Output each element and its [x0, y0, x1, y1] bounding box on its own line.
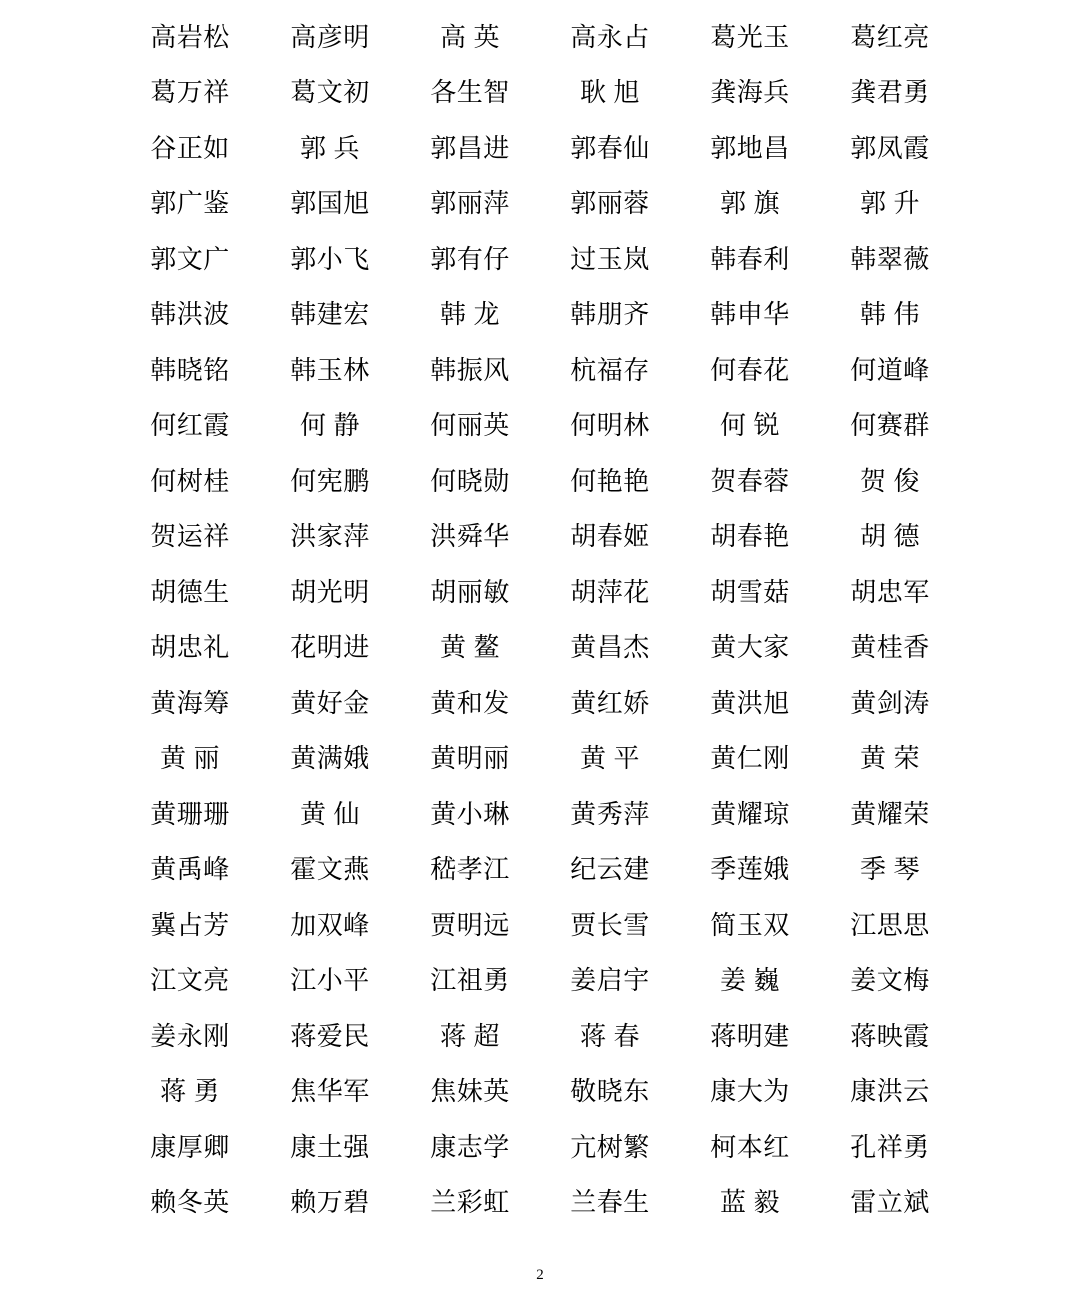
name-cell: 康洪云 — [850, 1077, 930, 1107]
name-cell: 胡 德 — [859, 522, 920, 552]
name-cell: 黄大家 — [710, 633, 790, 663]
name-cell: 何树桂 — [150, 466, 230, 496]
name-cell: 胡春姬 — [570, 522, 650, 552]
name-cell: 葛光玉 — [710, 22, 790, 52]
name-cell: 何明林 — [570, 411, 650, 441]
name-cell: 康厚卿 — [150, 1132, 230, 1162]
table-row — [120, 954, 960, 1010]
name-cell: 何晓勋 — [430, 466, 510, 496]
name-cell: 杭福存 — [570, 355, 650, 385]
name-cell: 蒋明建 — [710, 1021, 790, 1051]
name-cell: 高 英 — [439, 22, 500, 52]
name-cell: 蒋 勇 — [159, 1077, 220, 1107]
table-row — [120, 1176, 960, 1232]
name-cell: 黄昌杰 — [570, 633, 650, 663]
name-cell: 胡春艳 — [710, 522, 790, 552]
name-cell: 敬晓东 — [570, 1077, 650, 1107]
name-cell: 郭凤霞 — [850, 133, 930, 163]
name-cell: 姜启宇 — [570, 966, 650, 996]
name-cell: 黄好金 — [290, 688, 370, 718]
name-cell: 江小平 — [290, 966, 370, 996]
table-row — [120, 10, 960, 66]
name-cell: 花明进 — [290, 633, 370, 663]
name-cell: 冀占芳 — [150, 910, 230, 940]
name-cell: 黄禹峰 — [150, 855, 230, 885]
name-cell: 龚君勇 — [850, 78, 930, 108]
name-cell: 纪云建 — [570, 855, 650, 885]
name-cell: 赖万碧 — [290, 1188, 370, 1218]
name-cell: 胡雪菇 — [710, 577, 790, 607]
name-cell: 兰彩虹 — [430, 1188, 510, 1218]
table-row — [120, 510, 960, 566]
name-cell: 季莲娥 — [710, 855, 790, 885]
name-cell: 贺春蓉 — [710, 466, 790, 496]
table-row — [120, 676, 960, 732]
name-cell: 韩建宏 — [290, 300, 370, 330]
name-cell: 江思思 — [850, 910, 930, 940]
name-cell: 郭 升 — [859, 189, 920, 219]
table-row — [120, 843, 960, 899]
name-cell: 胡忠礼 — [150, 633, 230, 663]
name-cell: 郭广鉴 — [150, 189, 230, 219]
name-cell: 江文亮 — [150, 966, 230, 996]
name-cell: 黄 鳌 — [439, 633, 500, 663]
name-cell: 何春花 — [710, 355, 790, 385]
name-cell: 高岩松 — [150, 22, 230, 52]
name-cell: 嵇孝江 — [430, 855, 510, 885]
name-cell: 郭昌进 — [430, 133, 510, 163]
name-list-table — [120, 10, 960, 1231]
name-cell: 郭小飞 — [290, 244, 370, 274]
name-cell: 郭丽蓉 — [570, 189, 650, 219]
table-row — [120, 232, 960, 288]
name-cell: 黄桂香 — [850, 633, 930, 663]
name-cell: 黄洪旭 — [710, 688, 790, 718]
name-cell: 郭 旗 — [719, 189, 780, 219]
name-cell: 贾长雪 — [570, 910, 650, 940]
name-cell: 蒋 春 — [579, 1021, 640, 1051]
name-cell: 黄红娇 — [570, 688, 650, 718]
name-cell: 过玉岚 — [570, 244, 650, 274]
name-cell: 蒋爱民 — [290, 1021, 370, 1051]
name-cell: 何艳艳 — [570, 466, 650, 496]
name-cell: 康土强 — [290, 1132, 370, 1162]
name-cell: 黄 平 — [579, 744, 640, 774]
table-row — [120, 177, 960, 233]
name-cell: 韩翠薇 — [850, 244, 930, 274]
table-row — [120, 288, 960, 344]
name-cell: 韩朋齐 — [570, 300, 650, 330]
name-cell: 郭文广 — [150, 244, 230, 274]
name-cell: 黄 仙 — [299, 799, 360, 829]
name-cell: 胡萍花 — [570, 577, 650, 607]
name-cell: 胡忠军 — [850, 577, 930, 607]
table-row — [120, 343, 960, 399]
name-cell: 郭 兵 — [299, 133, 360, 163]
page-number: 2 — [536, 1267, 544, 1283]
name-cell: 姜永刚 — [150, 1021, 230, 1051]
name-cell: 谷正如 — [150, 133, 230, 163]
name-cell: 高彦明 — [290, 22, 370, 52]
table-row — [120, 454, 960, 510]
name-cell: 贺运祥 — [150, 522, 230, 552]
name-cell: 康大为 — [710, 1077, 790, 1107]
name-cell: 洪舜华 — [430, 522, 510, 552]
name-cell: 姜 巍 — [719, 966, 780, 996]
name-cell: 何赛群 — [850, 411, 930, 441]
name-cell: 简玉双 — [710, 910, 790, 940]
table-row — [120, 787, 960, 843]
name-cell: 蒋映霞 — [850, 1021, 930, 1051]
name-cell: 贾明远 — [430, 910, 510, 940]
name-cell: 郭丽萍 — [430, 189, 510, 219]
name-cell: 葛万祥 — [150, 78, 230, 108]
name-cell: 韩 龙 — [439, 300, 500, 330]
name-cell: 洪家萍 — [290, 522, 370, 552]
table-row — [120, 1065, 960, 1121]
name-cell: 雷立斌 — [850, 1188, 930, 1218]
name-cell: 何道峰 — [850, 355, 930, 385]
name-cell: 郭地昌 — [710, 133, 790, 163]
name-cell: 赖冬英 — [150, 1188, 230, 1218]
name-cell: 高永占 — [570, 22, 650, 52]
name-cell: 何 锐 — [719, 411, 780, 441]
name-cell: 焦华军 — [290, 1077, 370, 1107]
name-cell: 焦妹英 — [430, 1077, 510, 1107]
name-cell: 孔祥勇 — [850, 1132, 930, 1162]
table-row — [120, 121, 960, 177]
name-cell: 韩晓铭 — [150, 355, 230, 385]
name-cell: 各生智 — [430, 78, 510, 108]
name-cell: 何 静 — [299, 411, 360, 441]
name-cell: 龚海兵 — [710, 78, 790, 108]
table-row — [120, 732, 960, 788]
table-row — [120, 621, 960, 677]
table-row — [120, 898, 960, 954]
name-cell: 兰春生 — [570, 1188, 650, 1218]
name-cell: 黄明丽 — [430, 744, 510, 774]
name-cell: 胡丽敏 — [430, 577, 510, 607]
name-cell: 韩洪波 — [150, 300, 230, 330]
name-cell: 黄耀荣 — [850, 799, 930, 829]
name-cell: 江祖勇 — [430, 966, 510, 996]
name-cell: 黄满娥 — [290, 744, 370, 774]
name-cell: 黄秀萍 — [570, 799, 650, 829]
name-cell: 黄 荣 — [859, 744, 920, 774]
name-cell: 郭国旭 — [290, 189, 370, 219]
name-cell: 葛红亮 — [850, 22, 930, 52]
name-cell: 季 琴 — [859, 855, 920, 885]
name-cell: 康志学 — [430, 1132, 510, 1162]
table-row — [120, 66, 960, 122]
name-cell: 何丽英 — [430, 411, 510, 441]
name-list-body — [120, 10, 960, 1231]
name-cell: 亢树繁 — [570, 1132, 650, 1162]
name-cell: 黄耀琼 — [710, 799, 790, 829]
name-cell: 霍文燕 — [290, 855, 370, 885]
table-row — [120, 1120, 960, 1176]
name-cell: 黄 丽 — [159, 744, 220, 774]
name-cell: 何宪鹏 — [290, 466, 370, 496]
name-cell: 胡德生 — [150, 577, 230, 607]
name-cell: 黄小琳 — [430, 799, 510, 829]
name-cell: 蒋 超 — [439, 1021, 500, 1051]
name-cell: 贺 俊 — [859, 466, 920, 496]
table-row — [120, 1009, 960, 1065]
name-cell: 耿 旭 — [579, 78, 640, 108]
name-cell: 韩玉林 — [290, 355, 370, 385]
name-cell: 黄和发 — [430, 688, 510, 718]
name-cell: 姜文梅 — [850, 966, 930, 996]
name-cell: 柯本红 — [710, 1132, 790, 1162]
name-cell: 黄海筹 — [150, 688, 230, 718]
name-cell: 加双峰 — [290, 910, 370, 940]
name-cell: 胡光明 — [290, 577, 370, 607]
name-cell: 葛文初 — [290, 78, 370, 108]
table-row — [120, 565, 960, 621]
name-cell: 黄剑涛 — [850, 688, 930, 718]
name-cell: 郭有仔 — [430, 244, 510, 274]
name-cell: 韩申华 — [710, 300, 790, 330]
name-cell: 韩春利 — [710, 244, 790, 274]
name-cell: 郭春仙 — [570, 133, 650, 163]
name-cell: 韩 伟 — [859, 300, 920, 330]
name-cell: 黄珊珊 — [150, 799, 230, 829]
name-cell: 何红霞 — [150, 411, 230, 441]
name-cell: 黄仁刚 — [710, 744, 790, 774]
name-cell: 蓝 毅 — [719, 1188, 780, 1218]
name-cell: 韩振风 — [430, 355, 510, 385]
table-row — [120, 399, 960, 455]
